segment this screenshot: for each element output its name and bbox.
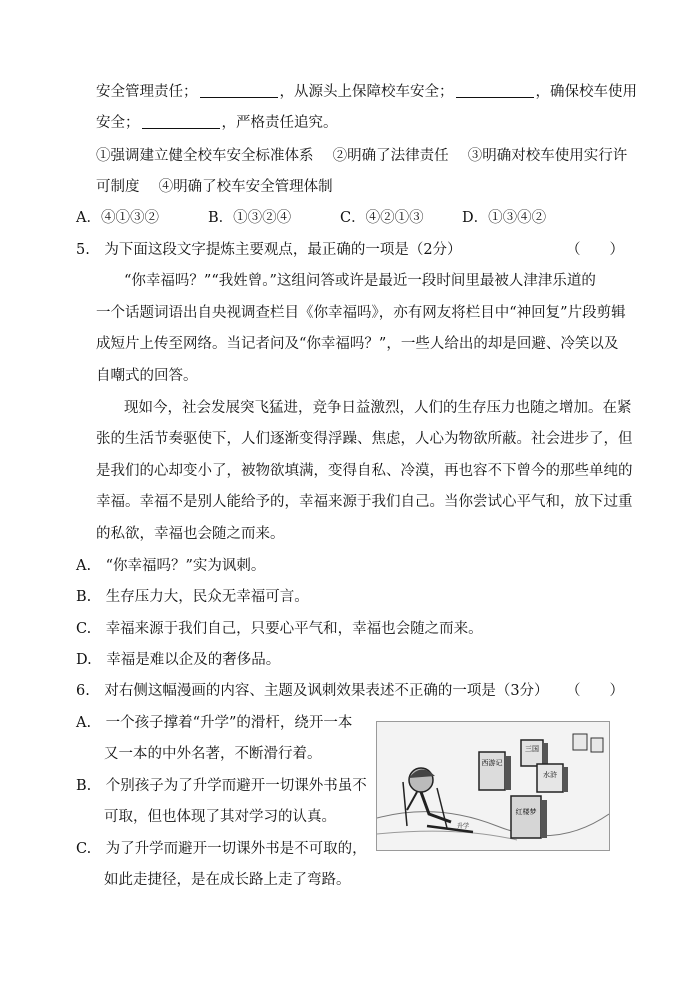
q4-line-2: 安全； ，严格责任追究。 (96, 115, 338, 131)
cartoon-illustration (376, 721, 610, 851)
book-2 (521, 740, 548, 766)
q5-passage-line: 成短片上传至网络。当记者问及“你幸福吗？”，一些人给出的却是回避、冷笑以及 (96, 336, 619, 352)
q4-option-d: D．①③④② (462, 210, 547, 226)
q5-option-c: C. 幸福来源于我们自己，只要心平气和，幸福也会随之而来。 (76, 621, 483, 637)
answer-blank-1[interactable] (200, 83, 278, 98)
q6-option-c-line-1: C. 为了升学而避开一切课外书是不可取的， (76, 841, 367, 857)
q5-option-d: D. 幸福是难以企及的奢侈品。 (76, 652, 281, 668)
q6-option-a-line-2: 又一本的中外名著，不断滑行着。 (104, 746, 322, 762)
q4-items-line-2: 可制度 ④明确了校车安全管理体制 (96, 179, 333, 195)
book-1 (479, 752, 511, 790)
q5-passage-line: 现如今，社会发展突飞猛进，竞争日益激烈，人们的生存压力也随之增加。在紧 (124, 400, 632, 416)
q4-option-b: B．①③②④ (208, 210, 292, 226)
q6-option-a-line-1: A. 一个孩子撑着“升学”的滑杆，绕开一本 (76, 715, 353, 731)
book-label-1: 西游记 (481, 759, 503, 767)
cartoon-drawing (377, 722, 609, 850)
book-3 (537, 764, 568, 792)
q5-stem: 5. 为下面这段文字提炼主要观点，最正确的一项是（2分） (76, 242, 462, 258)
q5-option-b: B. 生存压力大，民众无幸福可言。 (76, 589, 309, 605)
skiing-child-figure (403, 768, 473, 832)
q6-answer-paren: （ ） (566, 683, 624, 699)
q5-passage-line: 一个话题词语出自央视调查栏目《你幸福吗》，亦有网友将栏目中“神回复”片段剪辑 (96, 305, 626, 321)
answer-blank-3[interactable] (142, 114, 220, 129)
q5-passage-line: 是我们的心却变小了，被物欲填满，变得自私、冷漠，再也容不下曾今的那些单纯的 (96, 463, 633, 479)
answer-blank-2[interactable] (456, 83, 534, 98)
q5-option-a: A. “你幸福吗？”实为讽刺。 (76, 558, 266, 574)
book-label-4: 红楼梦 (515, 808, 537, 816)
q5-passage-line: 张的生活节奏驱使下，人们逐渐变得浮躁、焦虑，人心为物欲所蔽。社会进步了，但 (96, 431, 633, 447)
q4-line-1: 安全管理责任； ，从源头上保障校车安全； ，确保校车使用 (96, 84, 637, 100)
q6-option-b-line-2: 可取，但也体现了其对学习的认真。 (104, 809, 336, 825)
q4-option-c: C．④②①③ (340, 210, 424, 226)
pole-label: 升学 (457, 823, 470, 830)
q5-passage-line: 幸福。幸福不是别人能给予的，幸福来源于我们自己。当你尝试心平气和，放下过重 (96, 494, 633, 510)
q4-items-line-1: ①强调建立健全校车安全标准体系 ②明确了法律责任 ③明确对校车使用实行许 (96, 148, 628, 164)
q5-passage-line: “你幸福吗？”“我姓曾。”这组问答或许是最近一段时间里最被人津津乐道的 (124, 273, 596, 289)
q4-option-a: A．④①③② (76, 210, 159, 226)
q6-option-c-line-2: 如此走捷径，是在成长路上走了弯路。 (104, 872, 351, 888)
q6-stem: 6. 对右侧这幅漫画的内容、主题及讽刺效果表述不正确的一项是（3分） (76, 683, 549, 699)
q5-passage-line: 的私欲，幸福也会随之而来。 (96, 526, 285, 542)
book-4 (511, 796, 547, 838)
book-label-2: 三国 (525, 745, 539, 753)
book-label-3: 水浒 (543, 771, 557, 779)
q5-answer-paren: （ ） (566, 242, 624, 258)
q5-passage-line: 自嘲式的回答。 (96, 368, 198, 384)
q6-option-b-line-1: B. 个别孩子为了升学而避开一切课外书虽不 (76, 778, 367, 794)
